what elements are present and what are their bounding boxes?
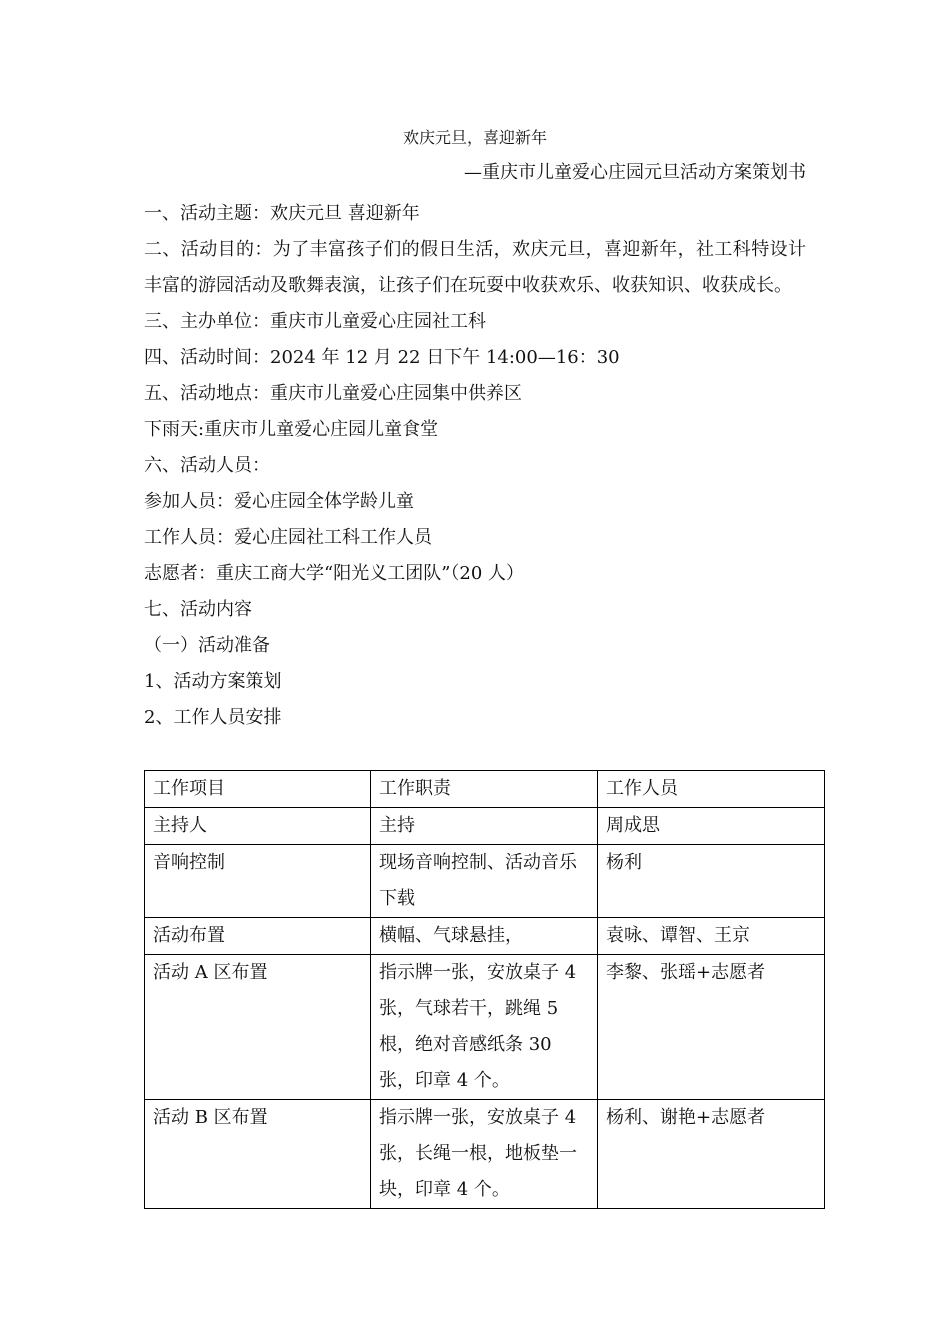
table-cell: 指示牌一张，安放桌子 4 张，长绳一根，地板垫一块，印章 4 个。 bbox=[371, 1100, 598, 1209]
document-title: 欢庆元旦，喜迎新年 bbox=[402, 128, 547, 147]
participants: 参加人员：爱心庄园全体学龄儿童 bbox=[144, 491, 414, 512]
document-body bbox=[144, 196, 806, 736]
workers: 工作人员：爱心庄园社工科工作人员 bbox=[144, 527, 432, 548]
table-cell: 现场音响控制、活动音乐下载 bbox=[371, 845, 598, 918]
table-cell: 周成思 bbox=[598, 808, 825, 845]
table-cell: 杨利、谢艳+志愿者 bbox=[598, 1100, 825, 1209]
activity-purpose: 二、活动目的：为了丰富孩子们的假日生活，欢庆元旦，喜迎新年，社工科特设计丰富的游园活动及歌舞表演，让孩子们在玩耍中收获欢乐、收获知识、收获成长。 bbox=[144, 239, 806, 296]
prep-heading: （一）活动准备 bbox=[144, 635, 270, 656]
table-cell: 指示牌一张，安放桌子 4 张，气球若干，跳绳 5 根，绝对音感纸条 30 张，印章 4 个。 bbox=[371, 955, 598, 1100]
content-heading: 七、活动内容 bbox=[144, 599, 252, 620]
staff-heading: 六、活动人员： bbox=[144, 455, 270, 476]
table-header-cell: 工作项目 bbox=[145, 771, 371, 808]
table-header-cell: 工作职责 bbox=[371, 771, 598, 808]
rain-location: 下雨天:重庆市儿童爱心庄园儿童食堂 bbox=[144, 419, 439, 440]
document-subtitle: —重庆市儿童爱心庄园元旦活动方案策划书 bbox=[464, 162, 806, 183]
table-cell: 活动 B 区布置 bbox=[145, 1100, 371, 1209]
table-row bbox=[145, 918, 825, 955]
item-plan: 1、活动方案策划 bbox=[144, 671, 282, 692]
table-cell: 横幅、气球悬挂， bbox=[371, 918, 598, 955]
staff-table bbox=[144, 770, 825, 1209]
table-row bbox=[145, 845, 825, 918]
activity-theme: 一、活动主题：欢庆元旦 喜迎新年 bbox=[144, 203, 420, 224]
table-row bbox=[145, 955, 825, 1100]
table-row bbox=[145, 808, 825, 845]
table-cell: 主持 bbox=[371, 808, 598, 845]
item-staff-arrangement: 2、工作人员安排 bbox=[144, 707, 282, 728]
table-cell: 主持人 bbox=[145, 808, 371, 845]
table-header-cell: 工作人员 bbox=[598, 771, 825, 808]
activity-time: 四、活动时间：2024 年 12 月 22 日下午 14:00—16：30 bbox=[144, 347, 620, 368]
table-cell: 李黎、张瑶+志愿者 bbox=[598, 955, 825, 1100]
table-cell: 活动布置 bbox=[145, 918, 371, 955]
table-header-row bbox=[145, 771, 825, 808]
activity-location: 五、活动地点：重庆市儿童爱心庄园集中供养区 bbox=[144, 383, 522, 404]
activity-organizer: 三、主办单位：重庆市儿童爱心庄园社工科 bbox=[144, 311, 486, 332]
table-cell: 音响控制 bbox=[145, 845, 371, 918]
table-cell: 袁咏、谭智、王京 bbox=[598, 918, 825, 955]
volunteers: 志愿者：重庆工商大学“阳光义工团队”（20 人） bbox=[144, 563, 525, 584]
staff-table-wrapper bbox=[144, 770, 825, 1209]
table-cell: 活动 A 区布置 bbox=[145, 955, 371, 1100]
table-row bbox=[145, 1100, 825, 1209]
table-cell: 杨利 bbox=[598, 845, 825, 918]
